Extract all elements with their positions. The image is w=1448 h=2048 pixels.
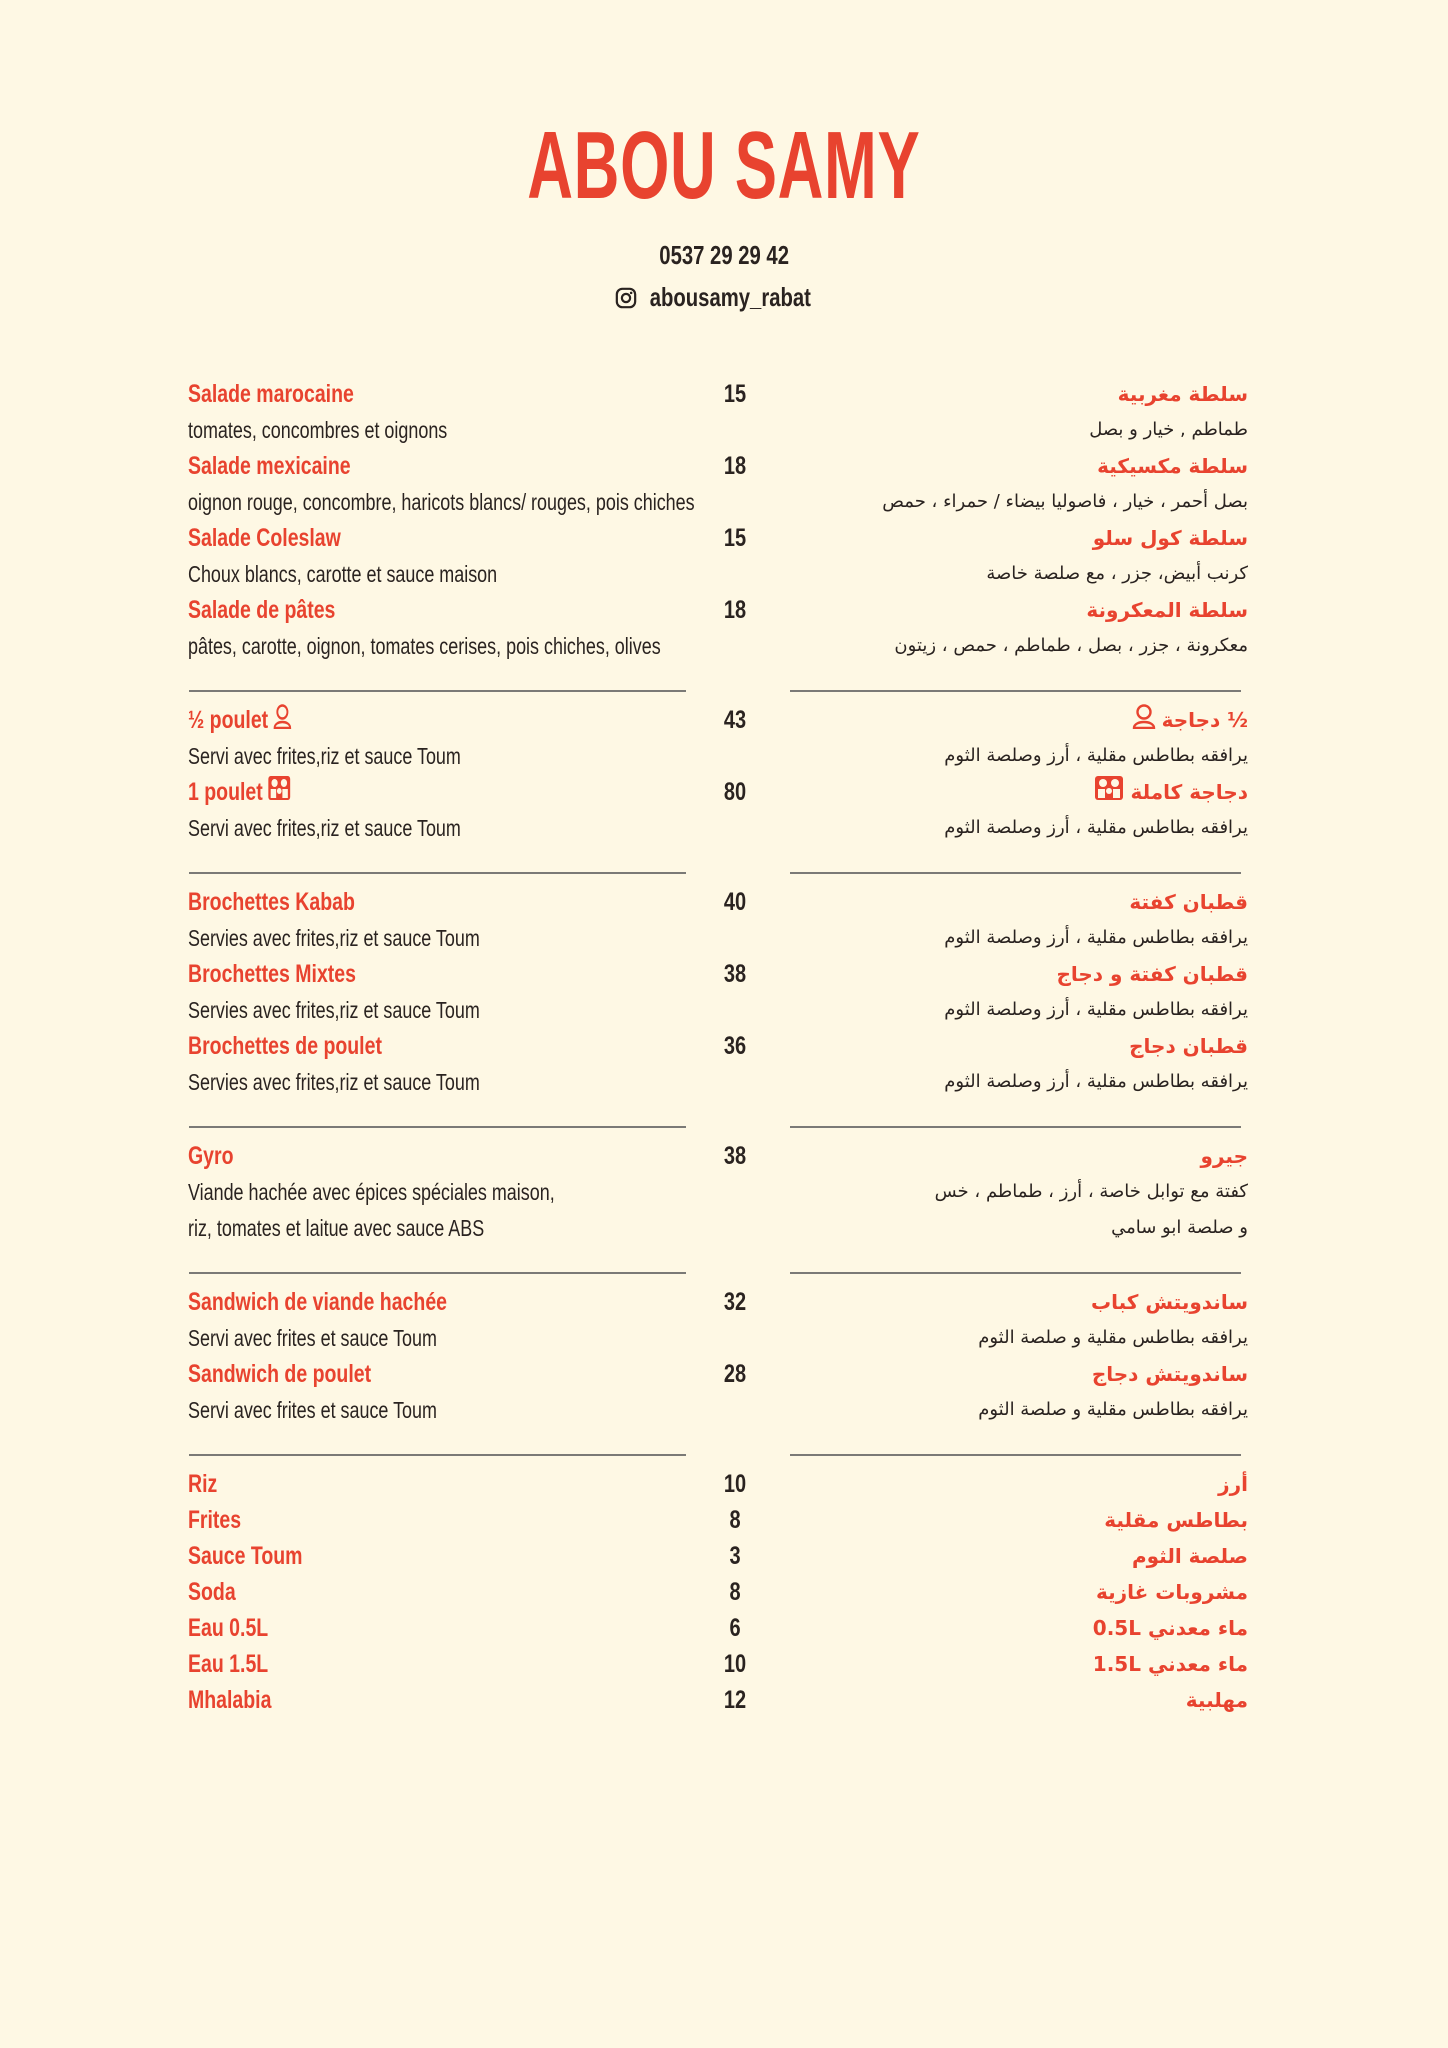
menu-item-row[interactable] bbox=[0, 592, 1448, 628]
item-description-row bbox=[0, 992, 1448, 1028]
item-name-arabic bbox=[1093, 520, 1248, 556]
section-divider bbox=[0, 1126, 1448, 1128]
item-description-row bbox=[0, 628, 1448, 664]
item-price: 3 bbox=[729, 1542, 741, 1570]
item-name-text: Brochettes Kabab bbox=[188, 888, 355, 916]
item-name-text: Eau 0.5L bbox=[188, 1614, 269, 1642]
item-price: 15 bbox=[723, 380, 747, 408]
item-name bbox=[188, 520, 341, 556]
menu-section bbox=[0, 702, 1448, 846]
item-name-arabic-text: سلطة كول سلو bbox=[1092, 526, 1248, 550]
section-divider bbox=[0, 1272, 1448, 1274]
item-description: Servi avec frites,riz et sauce Toum bbox=[188, 815, 461, 841]
item-name-arabic bbox=[1129, 1028, 1248, 1064]
item-price: 40 bbox=[723, 888, 747, 916]
item-name bbox=[188, 1610, 268, 1646]
item-name-arabic-text: ساندويتش كباب bbox=[1091, 1290, 1248, 1314]
section-divider bbox=[0, 690, 1448, 692]
menu-item-row[interactable] bbox=[0, 702, 1448, 738]
item-description-arabic: طماطم , خيار و بصل bbox=[1089, 419, 1248, 440]
divider-right bbox=[790, 1272, 1241, 1274]
item-description-row bbox=[0, 810, 1448, 846]
item-name-arabic bbox=[1093, 1646, 1248, 1682]
item-name-arabic bbox=[1118, 376, 1248, 412]
item-name-arabic-text: بطاطس مقلية bbox=[1104, 1508, 1248, 1532]
person-icon bbox=[1132, 703, 1156, 740]
item-name-text: Salade de pâtes bbox=[188, 596, 336, 624]
item-name-arabic-text: ماء معدني 0.5L bbox=[1092, 1616, 1248, 1640]
menu-item-row[interactable] bbox=[0, 376, 1448, 412]
item-description: Servies avec frites,riz et sauce Toum bbox=[188, 1069, 480, 1095]
menu-section bbox=[0, 1466, 1448, 1718]
item-name-arabic-text: مشروبات غازية bbox=[1095, 1580, 1248, 1604]
item-name bbox=[188, 376, 354, 412]
person-icon bbox=[273, 703, 292, 739]
menu-item-row[interactable] bbox=[0, 884, 1448, 920]
item-name bbox=[188, 884, 355, 920]
item-description-arabic: بصل أحمر ، خيار ، فاصوليا بيضاء / حمراء ، حمص bbox=[882, 491, 1248, 512]
item-description-row bbox=[0, 920, 1448, 956]
item-description-arabic: يرافقه بطاطس مقلية ، أرز وصلصة الثوم bbox=[944, 999, 1248, 1020]
item-name-arabic bbox=[1091, 1284, 1248, 1320]
item-name-arabic bbox=[1056, 956, 1248, 992]
item-name-text: Brochettes Mixtes bbox=[188, 960, 356, 988]
item-description-row bbox=[0, 1064, 1448, 1100]
divider-left bbox=[189, 1272, 686, 1274]
item-price: 10 bbox=[723, 1650, 747, 1678]
menu-item-row[interactable] bbox=[0, 1466, 1448, 1502]
item-name-arabic bbox=[1126, 702, 1248, 740]
item-name bbox=[188, 774, 296, 810]
item-description-arabic: يرافقه بطاطس مقلية ، أرز وصلصة الثوم bbox=[944, 927, 1248, 948]
item-name-arabic bbox=[1104, 1502, 1248, 1538]
menu-item-row[interactable] bbox=[0, 1138, 1448, 1174]
item-name bbox=[188, 702, 296, 738]
item-name-arabic bbox=[1201, 1138, 1248, 1174]
item-name-text: Brochettes de poulet bbox=[188, 1032, 382, 1060]
item-name-text: Salade Coleslaw bbox=[188, 524, 341, 552]
item-description: Choux blancs, carotte et sauce maison bbox=[188, 561, 498, 587]
item-price: 12 bbox=[723, 1686, 747, 1714]
item-name-text: Salade marocaine bbox=[188, 380, 354, 408]
item-price: 10 bbox=[723, 1470, 747, 1498]
instagram-handle[interactable]: abousamy_rabat bbox=[0, 282, 1448, 313]
item-description: riz, tomates et laitue avec sauce ABS bbox=[188, 1215, 485, 1241]
item-description-arabic: كرنب أبيض، جزر ، مع صلصة خاصة bbox=[986, 563, 1248, 584]
item-description-row bbox=[0, 556, 1448, 592]
item-description: Servies avec frites,riz et sauce Toum bbox=[188, 997, 480, 1023]
item-description: tomates, concombres et oignons bbox=[188, 417, 448, 443]
item-name-text: Soda bbox=[188, 1578, 236, 1606]
item-name-text: Sauce Toum bbox=[188, 1542, 303, 1570]
item-description-arabic: كفتة مع توابل خاصة ، أرز ، طماطم ، خس bbox=[934, 1181, 1248, 1202]
item-name-arabic bbox=[1097, 448, 1248, 484]
item-price: 6 bbox=[729, 1614, 741, 1642]
menu-item-row[interactable] bbox=[0, 1502, 1448, 1538]
item-price: 38 bbox=[723, 960, 747, 988]
item-price: 8 bbox=[729, 1506, 741, 1534]
menu-list bbox=[0, 376, 1448, 1718]
item-description-arabic: يرافقه بطاطس مقلية ، أرز وصلصة الثوم bbox=[944, 1071, 1248, 1092]
menu-item-row[interactable] bbox=[0, 448, 1448, 484]
divider-left bbox=[189, 1454, 686, 1456]
item-name-arabic bbox=[1129, 884, 1248, 920]
section-divider bbox=[0, 872, 1448, 874]
item-description: Servi avec frites et sauce Toum bbox=[188, 1397, 437, 1423]
item-name bbox=[188, 1646, 268, 1682]
item-description: Servies avec frites,riz et sauce Toum bbox=[188, 925, 480, 951]
menu-section bbox=[0, 1138, 1448, 1246]
item-description-row bbox=[0, 1174, 1448, 1210]
item-name bbox=[188, 448, 351, 484]
item-description-row bbox=[0, 484, 1448, 520]
item-description: pâtes, carotte, oignon, tomates cerises, pois chiches, olives bbox=[188, 633, 661, 659]
item-name bbox=[188, 1502, 241, 1538]
item-name-arabic-text: سلطة مغربية bbox=[1117, 382, 1248, 406]
item-name-arabic-text: مهلبية bbox=[1185, 1688, 1248, 1712]
menu-item-row[interactable] bbox=[0, 1646, 1448, 1682]
item-name bbox=[188, 1466, 217, 1502]
item-description: oignon rouge, concombre, haricots blancs/ rouges, pois chiches bbox=[188, 489, 695, 515]
item-description-arabic: معكرونة ، جزر ، بصل ، طماطم ، حمص ، زيتون bbox=[894, 635, 1248, 656]
divider-right bbox=[790, 1454, 1241, 1456]
item-description: Servi avec frites,riz et sauce Toum bbox=[188, 743, 461, 769]
item-name-arabic bbox=[1096, 1574, 1248, 1610]
menu-item-row[interactable] bbox=[0, 1538, 1448, 1574]
item-price: 38 bbox=[723, 1142, 747, 1170]
menu-item-row[interactable] bbox=[0, 1028, 1448, 1064]
item-name bbox=[188, 592, 335, 628]
item-name bbox=[188, 1574, 236, 1610]
item-name-arabic-text: قطبان كفتة و دجاج bbox=[1056, 962, 1248, 986]
item-price: 8 bbox=[729, 1578, 741, 1606]
item-price: 43 bbox=[723, 706, 747, 734]
item-name-text: Mhalabia bbox=[188, 1686, 272, 1714]
item-name-text: Sandwich de viande hachée bbox=[188, 1288, 448, 1316]
menu-item-row[interactable] bbox=[0, 1682, 1448, 1718]
menu-item-row[interactable] bbox=[0, 520, 1448, 556]
item-name-arabic-text: جيرو bbox=[1200, 1144, 1248, 1168]
item-name-arabic-text: ½ دجاجة bbox=[1161, 708, 1248, 732]
item-description-row bbox=[0, 1210, 1448, 1246]
item-name bbox=[188, 1356, 371, 1392]
menu-item-row[interactable] bbox=[0, 1610, 1448, 1646]
item-name bbox=[188, 1028, 382, 1064]
item-name-arabic bbox=[1093, 1610, 1248, 1646]
family-icon bbox=[1094, 775, 1124, 812]
menu-item-row[interactable] bbox=[0, 1574, 1448, 1610]
item-description-row bbox=[0, 1392, 1448, 1428]
item-description-arabic: يرافقه بطاطس مقلية ، أرز وصلصة الثوم bbox=[944, 745, 1248, 766]
divider-left bbox=[189, 690, 686, 692]
item-name-text: Salade mexicaine bbox=[188, 452, 351, 480]
item-description-row bbox=[0, 412, 1448, 448]
divider-right bbox=[790, 1126, 1241, 1128]
item-name bbox=[188, 956, 356, 992]
item-description: Viande hachée avec épices spéciales maison, bbox=[188, 1179, 555, 1205]
item-description-arabic: يرافقه بطاطس مقلية و صلصة الثوم bbox=[978, 1399, 1248, 1420]
item-name-arabic bbox=[1092, 1356, 1248, 1392]
item-name-arabic bbox=[1186, 1682, 1248, 1718]
item-name-arabic bbox=[1132, 1538, 1248, 1574]
item-name-arabic-text: قطبان كفتة bbox=[1129, 890, 1248, 914]
item-name-arabic-text: صلصة الثوم bbox=[1131, 1544, 1248, 1568]
divider-left bbox=[189, 1126, 686, 1128]
menu-item-row[interactable] bbox=[0, 1356, 1448, 1392]
item-description-arabic: يرافقه بطاطس مقلية و صلصة الثوم bbox=[978, 1327, 1248, 1348]
item-price: 15 bbox=[723, 524, 747, 552]
item-name-arabic-text: ماء معدني 1.5L bbox=[1092, 1652, 1248, 1676]
item-price: 32 bbox=[723, 1288, 747, 1316]
divider-right bbox=[790, 690, 1241, 692]
item-name-text: Eau 1.5L bbox=[188, 1650, 269, 1678]
item-name-arabic-text: سلطة المعكرونة bbox=[1086, 598, 1248, 622]
instagram-icon bbox=[615, 287, 637, 309]
item-name-text: Gyro bbox=[188, 1142, 234, 1170]
item-name-arabic bbox=[1088, 774, 1248, 812]
item-name bbox=[188, 1538, 303, 1574]
item-description-arabic: يرافقه بطاطس مقلية ، أرز وصلصة الثوم bbox=[944, 817, 1248, 838]
divider-right bbox=[790, 872, 1241, 874]
menu-section bbox=[0, 1284, 1448, 1428]
item-name bbox=[188, 1284, 447, 1320]
item-name bbox=[188, 1682, 271, 1718]
item-description-row bbox=[0, 738, 1448, 774]
item-name-arabic-text: أرز bbox=[1218, 1472, 1248, 1496]
divider-left bbox=[189, 872, 686, 874]
restaurant-title: ABOU SAMY bbox=[527, 112, 921, 219]
item-price: 36 bbox=[723, 1032, 747, 1060]
item-name-arabic-text: دجاجة كاملة bbox=[1130, 780, 1248, 804]
item-name-arabic-text: ساندويتش دجاج bbox=[1091, 1362, 1248, 1386]
item-name-arabic-text: سلطة مكسيكية bbox=[1097, 454, 1248, 478]
item-name-text: ½ poulet bbox=[188, 706, 269, 734]
phone-number: 0537 29 29 42 bbox=[659, 240, 789, 270]
item-name-arabic bbox=[1218, 1466, 1248, 1502]
menu-item-row[interactable] bbox=[0, 956, 1448, 992]
item-name-text: Riz bbox=[188, 1470, 218, 1498]
item-name-arabic-text: قطبان دجاج bbox=[1129, 1034, 1248, 1058]
item-price: 80 bbox=[723, 778, 747, 806]
item-description-row bbox=[0, 1320, 1448, 1356]
section-divider bbox=[0, 1454, 1448, 1456]
menu-section bbox=[0, 376, 1448, 664]
item-price: 18 bbox=[723, 596, 747, 624]
item-name bbox=[188, 1138, 234, 1174]
item-name-arabic bbox=[1086, 592, 1248, 628]
menu-item-row[interactable] bbox=[0, 774, 1448, 810]
menu-section bbox=[0, 884, 1448, 1100]
item-name-text: Sandwich de poulet bbox=[188, 1360, 372, 1388]
menu-item-row[interactable] bbox=[0, 1284, 1448, 1320]
item-name-text: Frites bbox=[188, 1506, 242, 1534]
item-price: 18 bbox=[723, 452, 747, 480]
item-name-text: 1 poulet bbox=[188, 778, 263, 806]
family-icon bbox=[267, 775, 290, 811]
item-description-arabic: و صلصة ابو سامي bbox=[1111, 1217, 1248, 1238]
item-price: 28 bbox=[723, 1360, 747, 1388]
item-description: Servi avec frites et sauce Toum bbox=[188, 1325, 437, 1351]
